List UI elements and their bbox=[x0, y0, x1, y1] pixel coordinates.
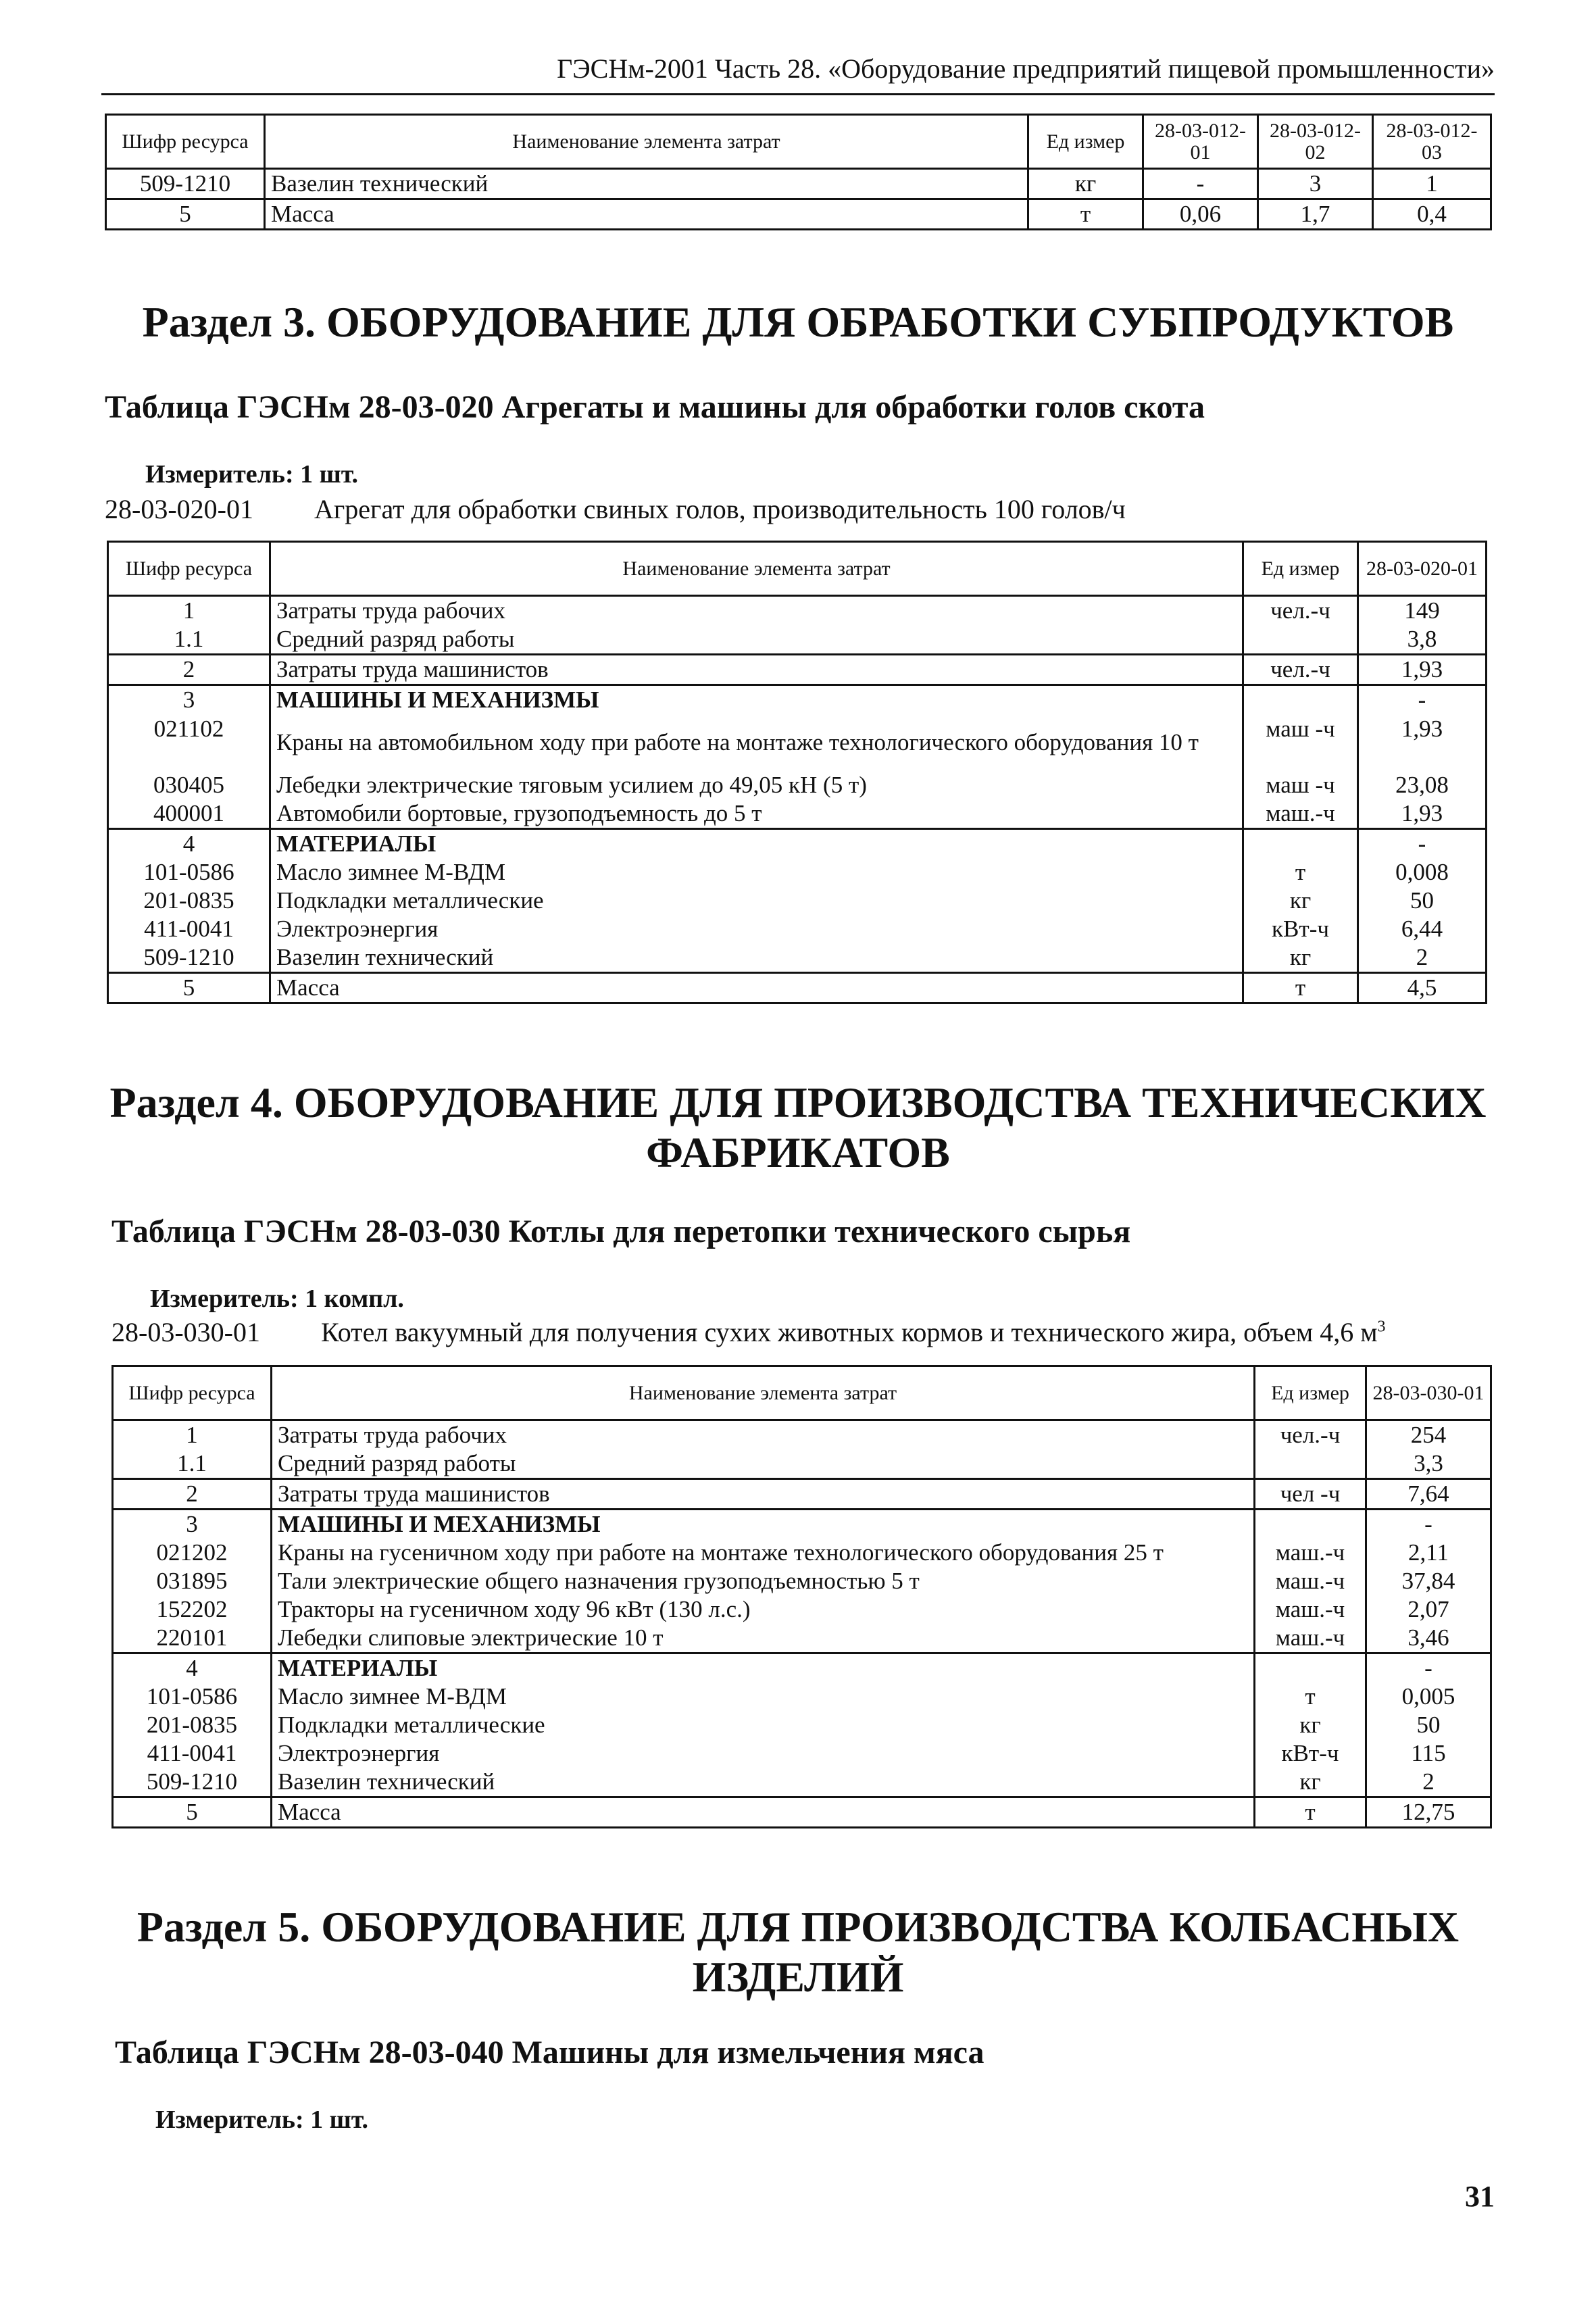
item-line bbox=[111, 1316, 1386, 1348]
cell-name: Затраты труда машинистов bbox=[270, 655, 1243, 685]
cell-name: Вазелин технический bbox=[272, 1768, 1255, 1797]
table-row bbox=[108, 973, 1487, 1003]
cell-unit bbox=[1255, 1449, 1366, 1479]
cell-code: 509-1210 bbox=[108, 943, 270, 973]
cost-table-28-03-012 bbox=[105, 114, 1492, 230]
table-row bbox=[113, 1797, 1491, 1828]
col-header-item: 28-03-012-03 bbox=[1373, 115, 1491, 169]
cell-value: 6,44 bbox=[1358, 915, 1487, 943]
table-row bbox=[108, 829, 1487, 859]
cell-name: МАТЕРИАЛЫ bbox=[270, 829, 1243, 859]
col-header-code: Шифр ресурса bbox=[113, 1366, 272, 1420]
cell-value: - bbox=[1358, 829, 1487, 859]
cell-value: 149 bbox=[1358, 596, 1487, 626]
cell-code: 101-0586 bbox=[113, 1683, 272, 1711]
section-5-title-line1: Раздел 5. ОБОРУДОВАНИЕ ДЛЯ ПРОИЗВОДСТВА КОЛБАСНЫХ bbox=[136, 1903, 1460, 1951]
table-row bbox=[108, 655, 1487, 685]
table-row bbox=[108, 887, 1487, 915]
col-header-item: 28-03-012-02 bbox=[1258, 115, 1373, 169]
cell-value: 0,06 bbox=[1143, 199, 1258, 230]
cell-unit: чел.-ч bbox=[1255, 1420, 1366, 1450]
cell-name: Средний разряд работы bbox=[272, 1449, 1255, 1479]
section-4-title bbox=[0, 1078, 1596, 1177]
cell-value: 3 bbox=[1258, 169, 1373, 199]
cell-code: 2 bbox=[113, 1479, 272, 1510]
col-header-name: Наименование элемента затрат bbox=[272, 1366, 1255, 1420]
table-row bbox=[108, 799, 1487, 829]
cell-value: 254 bbox=[1366, 1420, 1491, 1450]
table-header-row bbox=[113, 1366, 1491, 1420]
cell-value: 2,07 bbox=[1366, 1595, 1491, 1624]
cell-unit: маш.-ч bbox=[1255, 1595, 1366, 1624]
cell-name: Подкладки металлические bbox=[270, 887, 1243, 915]
item-unit-superscript: 3 bbox=[1377, 1318, 1386, 1336]
table-header-row bbox=[108, 542, 1487, 596]
cell-code: 1.1 bbox=[113, 1449, 272, 1479]
cell-name: Тали электрические общего назначения грузоподъемностью 5 т bbox=[272, 1567, 1255, 1595]
cell-value: - bbox=[1366, 1653, 1491, 1683]
table-row bbox=[113, 1711, 1491, 1739]
table-row bbox=[113, 1539, 1491, 1567]
cell-name: Масло зимнее М-ВДМ bbox=[270, 858, 1243, 887]
col-header-unit: Ед измер bbox=[1243, 542, 1358, 596]
cell-unit: кг bbox=[1243, 943, 1358, 973]
cell-value: 1,93 bbox=[1358, 655, 1487, 685]
col-header-code: Шифр ресурса bbox=[108, 542, 270, 596]
cell-code: 1 bbox=[113, 1420, 272, 1450]
cell-name: Вазелин технический bbox=[265, 169, 1028, 199]
table-row bbox=[108, 625, 1487, 655]
item-description: Агрегат для обработки свиных голов, производительность 100 голов/ч bbox=[314, 494, 1126, 524]
cell-name: Краны на автомобильном ходу при работе на монтаже технологического оборудования 10 т bbox=[270, 714, 1243, 771]
cell-unit: т bbox=[1243, 858, 1358, 887]
cell-unit: кг bbox=[1255, 1768, 1366, 1797]
cell-unit: чел.-ч bbox=[1243, 655, 1358, 685]
col-header-item: 28-03-012-01 bbox=[1143, 115, 1258, 169]
cell-unit: маш.-ч bbox=[1255, 1539, 1366, 1567]
cell-value: 1,7 bbox=[1258, 199, 1373, 230]
cell-unit bbox=[1243, 685, 1358, 715]
col-header-code: Шифр ресурса bbox=[106, 115, 265, 169]
cost-table-28-03-030 bbox=[111, 1365, 1492, 1828]
table-row bbox=[108, 943, 1487, 973]
cell-code: 5 bbox=[113, 1797, 272, 1828]
cell-unit: т bbox=[1028, 199, 1143, 230]
cell-value: 2 bbox=[1358, 943, 1487, 973]
cell-name: МАШИНЫ И МЕХАНИЗМЫ bbox=[272, 1510, 1255, 1539]
meter-label: Измеритель: 1 шт. bbox=[145, 460, 359, 489]
running-header: ГЭСНм-2001 Часть 28. «Оборудование предприятий пищевой промышленности» bbox=[557, 53, 1495, 84]
cell-code: 3 bbox=[108, 685, 270, 715]
page-number: 31 bbox=[1465, 2180, 1495, 2213]
cell-unit: кВт-ч bbox=[1243, 915, 1358, 943]
col-header-item: 28-03-020-01 bbox=[1358, 542, 1487, 596]
cell-name: Затраты труда машинистов bbox=[272, 1479, 1255, 1510]
item-description: Котел вакуумный для получения сухих животных кормов и технического жира, объем 4,6 м bbox=[321, 1317, 1378, 1347]
cell-unit: чел -ч bbox=[1255, 1479, 1366, 1510]
cell-name: Масса bbox=[270, 973, 1243, 1003]
cell-code: 021102 bbox=[108, 714, 270, 771]
col-header-unit: Ед измер bbox=[1028, 115, 1143, 169]
table-row bbox=[108, 714, 1487, 771]
cell-code: 3 bbox=[113, 1510, 272, 1539]
cell-value: 2 bbox=[1366, 1768, 1491, 1797]
cell-name: Вазелин технический bbox=[270, 943, 1243, 973]
item-code: 28-03-030-01 bbox=[111, 1317, 260, 1347]
cell-unit: т bbox=[1255, 1683, 1366, 1711]
cell-code: 5 bbox=[108, 973, 270, 1003]
cell-name: Масса bbox=[272, 1797, 1255, 1828]
table-row bbox=[113, 1420, 1491, 1450]
col-header-name: Наименование элемента затрат bbox=[270, 542, 1243, 596]
col-header-unit: Ед измер bbox=[1255, 1366, 1366, 1420]
table-row bbox=[113, 1479, 1491, 1510]
cell-code: 2 bbox=[108, 655, 270, 685]
cell-value: - bbox=[1143, 169, 1258, 199]
section-3-title: Раздел 3. ОБОРУДОВАНИЕ ДЛЯ ОБРАБОТКИ СУБПРОДУКТОВ bbox=[142, 298, 1454, 346]
cell-code: 509-1210 bbox=[106, 169, 265, 199]
section-5-title bbox=[0, 1902, 1596, 2001]
cell-code: 201-0835 bbox=[113, 1711, 272, 1739]
cell-code: 5 bbox=[106, 199, 265, 230]
cell-value: 3,46 bbox=[1366, 1624, 1491, 1653]
cell-name: Затраты труда рабочих bbox=[272, 1420, 1255, 1450]
col-header-item: 28-03-030-01 bbox=[1366, 1366, 1491, 1420]
cell-code: 411-0041 bbox=[108, 915, 270, 943]
cell-unit: кг bbox=[1255, 1711, 1366, 1739]
table-row bbox=[113, 1683, 1491, 1711]
cell-unit: т bbox=[1255, 1797, 1366, 1828]
cell-code: 220101 bbox=[113, 1624, 272, 1653]
cell-value: 0,008 bbox=[1358, 858, 1487, 887]
table-row bbox=[106, 169, 1491, 199]
cell-code: 509-1210 bbox=[113, 1768, 272, 1797]
cell-code: 400001 bbox=[108, 799, 270, 829]
item-code: 28-03-020-01 bbox=[105, 494, 253, 524]
cell-value: 0,005 bbox=[1366, 1683, 1491, 1711]
cell-unit bbox=[1243, 625, 1358, 655]
col-header-name: Наименование элемента затрат bbox=[265, 115, 1028, 169]
cell-name: Лебедки электрические тяговым усилием до 49,05 кН (5 т) bbox=[270, 771, 1243, 799]
section-4-title-line2: ФАБРИКАТОВ bbox=[646, 1128, 950, 1176]
table-row bbox=[113, 1567, 1491, 1595]
table-row bbox=[108, 858, 1487, 887]
cell-unit: маш.-ч bbox=[1243, 799, 1358, 829]
cell-unit bbox=[1255, 1510, 1366, 1539]
table-28-03-030-title: Таблица ГЭСНм 28-03-030 Котлы для перетопки технического сырья bbox=[111, 1214, 1131, 1249]
table-28-03-020-title: Таблица ГЭСНм 28-03-020 Агрегаты и машины для обработки голов скота bbox=[105, 389, 1205, 425]
meter-label: Измеритель: 1 компл. bbox=[150, 1285, 404, 1313]
cell-value: 12,75 bbox=[1366, 1797, 1491, 1828]
cell-value: 4,5 bbox=[1358, 973, 1487, 1003]
cell-unit: кг bbox=[1028, 169, 1143, 199]
cell-value: 2,11 bbox=[1366, 1539, 1491, 1567]
cell-unit: т bbox=[1243, 973, 1358, 1003]
cell-code: 021202 bbox=[113, 1539, 272, 1567]
cell-value: 1,93 bbox=[1358, 714, 1487, 771]
cell-value: 3,3 bbox=[1366, 1449, 1491, 1479]
cost-table-28-03-020 bbox=[107, 541, 1487, 1004]
cell-unit: маш -ч bbox=[1243, 771, 1358, 799]
cell-value: - bbox=[1358, 685, 1487, 715]
table-row bbox=[108, 771, 1487, 799]
cell-value: 115 bbox=[1366, 1739, 1491, 1768]
cell-unit: кг bbox=[1243, 887, 1358, 915]
cell-code: 1 bbox=[108, 596, 270, 626]
table-row bbox=[108, 685, 1487, 715]
table-row bbox=[113, 1768, 1491, 1797]
cell-code: 101-0586 bbox=[108, 858, 270, 887]
section-5-title-line2: ИЗДЕЛИЙ bbox=[692, 1952, 904, 2001]
table-row bbox=[108, 596, 1487, 626]
cell-value: 0,4 bbox=[1373, 199, 1491, 230]
cell-unit: маш -ч bbox=[1243, 714, 1358, 771]
cell-name: Лебедки слиповые электрические 10 т bbox=[272, 1624, 1255, 1653]
cell-value: 7,64 bbox=[1366, 1479, 1491, 1510]
cell-value: 3,8 bbox=[1358, 625, 1487, 655]
cell-name: Масса bbox=[265, 199, 1028, 230]
item-line bbox=[105, 493, 1126, 525]
cell-name: Автомобили бортовые, грузоподъемность до 5 т bbox=[270, 799, 1243, 829]
cell-name: Электроэнергия bbox=[272, 1739, 1255, 1768]
cell-value: 1,93 bbox=[1358, 799, 1487, 829]
meter-label: Измеритель: 1 шт. bbox=[155, 2106, 369, 2134]
table-row bbox=[113, 1449, 1491, 1479]
table-row bbox=[108, 915, 1487, 943]
cell-code: 201-0835 bbox=[108, 887, 270, 915]
cell-value: 37,84 bbox=[1366, 1567, 1491, 1595]
cell-code: 411-0041 bbox=[113, 1739, 272, 1768]
cell-unit bbox=[1243, 829, 1358, 859]
cell-unit: маш.-ч bbox=[1255, 1624, 1366, 1653]
header-rule bbox=[101, 93, 1495, 95]
table-28-03-040-title: Таблица ГЭСНм 28-03-040 Машины для измельчения мяса bbox=[115, 2035, 984, 2070]
cell-code: 4 bbox=[108, 829, 270, 859]
cell-name: Тракторы на гусеничном ходу 96 кВт (130 л.с.) bbox=[272, 1595, 1255, 1624]
table-row bbox=[113, 1739, 1491, 1768]
table-row bbox=[113, 1510, 1491, 1539]
cell-value: 50 bbox=[1358, 887, 1487, 915]
cell-unit: маш.-ч bbox=[1255, 1567, 1366, 1595]
cell-value: 23,08 bbox=[1358, 771, 1487, 799]
table-row bbox=[113, 1595, 1491, 1624]
cell-value: 1 bbox=[1373, 169, 1491, 199]
cell-name: МАШИНЫ И МЕХАНИЗМЫ bbox=[270, 685, 1243, 715]
cell-code: 1.1 bbox=[108, 625, 270, 655]
cell-code: 030405 bbox=[108, 771, 270, 799]
cell-name: Затраты труда рабочих bbox=[270, 596, 1243, 626]
table-row bbox=[113, 1624, 1491, 1653]
cell-code: 4 bbox=[113, 1653, 272, 1683]
cell-unit bbox=[1255, 1653, 1366, 1683]
cell-name: МАТЕРИАЛЫ bbox=[272, 1653, 1255, 1683]
cell-name: Электроэнергия bbox=[270, 915, 1243, 943]
cell-name: Масло зимнее М-ВДМ bbox=[272, 1683, 1255, 1711]
section-4-title-line1: Раздел 4. ОБОРУДОВАНИЕ ДЛЯ ПРОИЗВОДСТВА ТЕХНИЧЕСКИХ bbox=[109, 1078, 1487, 1126]
cell-value: - bbox=[1366, 1510, 1491, 1539]
table-row bbox=[113, 1653, 1491, 1683]
table-row bbox=[106, 199, 1491, 230]
table-header-row bbox=[106, 115, 1491, 169]
cell-unit: кВт-ч bbox=[1255, 1739, 1366, 1768]
cell-unit: чел.-ч bbox=[1243, 596, 1358, 626]
cell-name: Подкладки металлические bbox=[272, 1711, 1255, 1739]
cell-code: 031895 bbox=[113, 1567, 272, 1595]
cell-value: 50 bbox=[1366, 1711, 1491, 1739]
cell-name: Средний разряд работы bbox=[270, 625, 1243, 655]
cell-code: 152202 bbox=[113, 1595, 272, 1624]
cell-name: Краны на гусеничном ходу при работе на монтаже технологического оборудования 25 т bbox=[272, 1539, 1255, 1567]
